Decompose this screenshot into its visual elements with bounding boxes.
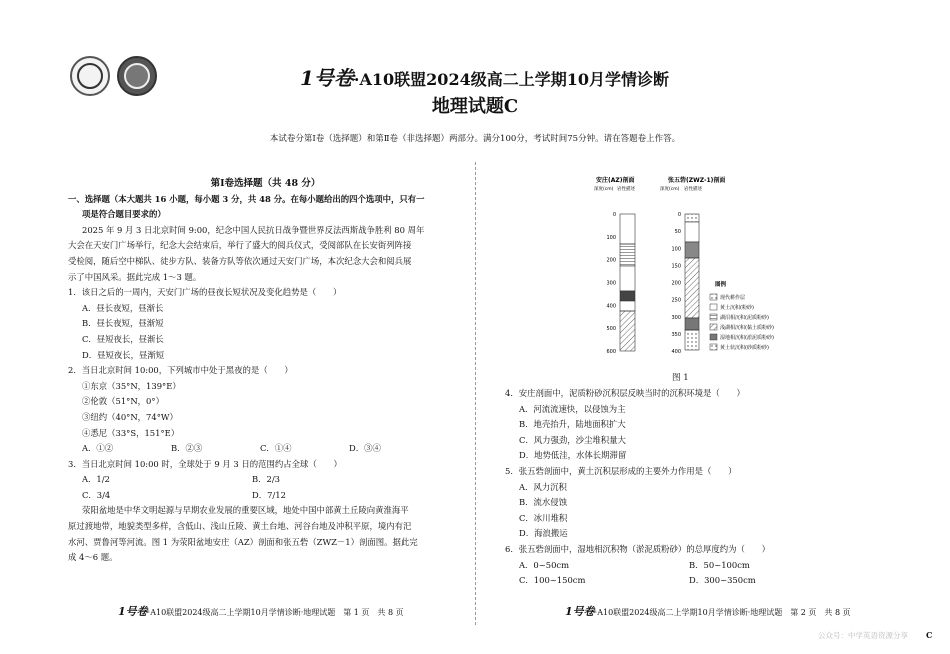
section-title: 第Ⅰ卷选择题（共 48 分） [210,178,321,189]
q2-city-1: ①东京（35°N，139°E） [82,380,181,391]
right-column [505,386,885,589]
passage1-line: 受检阅，随后空中梯队、徒步方队、装备方队等依次通过天安门广场，本次纪念大会和阅兵展 [68,255,412,266]
exam-header [300,62,669,91]
q6-option-a: A．0~50cm [519,559,570,570]
question-6: 6．张五砦剖面中，湿地相沉积物（淤泥质粉砂）的总厚度约为（ ） [505,543,770,554]
exam-title: ·A10联盟2024级高二上学期10月学情诊断 [353,70,669,89]
zwz-depth-tick: 0 [677,212,681,218]
az-depth-tick: 200 [606,257,616,264]
profile-figure [590,176,800,361]
passage1-line: 大会在天安门广场举行，纪念大会结束后，举行了盛大的阅兵仪式，受阅部队在长安街列阵接 [68,240,412,251]
legend-swatch [710,294,717,300]
q4-option-a: A．河流流速快，以侵蚀为主 [519,403,626,414]
footer-brand: 1号卷 [565,605,595,618]
zwz-profile-title: 张五砦(ZWZ-1)剖面 [668,177,726,184]
q2-city-3: ③纽约（40°N，74°W） [82,411,178,422]
legend-label: 黄土沉积(粉砂) [720,305,754,311]
q3-option-d: D．7/12 [252,489,286,500]
figure-caption: 图 1 [672,373,689,383]
zwz-lith-header: 岩性描述 [684,187,702,192]
q6-options-row-2 [505,573,885,589]
az-lith-header: 岩性描述 [617,187,635,192]
right-footer [565,603,851,619]
az-profile-title: 安庄(AZ)剖面 [596,177,635,184]
q1-option-a: A．昼长夜短，昼渐长 [82,302,164,313]
brand-logo-text: 1号卷 [300,66,354,90]
watermark: 公众号：中学英语资源分享 [818,631,908,640]
question-5: 5．张五砦剖面中，黄土沉积层形成的主要外力作用是（ ） [505,465,737,476]
q3-option-c: C．3/4 [82,489,111,500]
figure-legend [710,294,774,351]
q5-option-d: D．海浪搬运 [519,528,568,539]
zwz-depth-ticks [671,212,681,355]
question-2: 2．当日北京时间 10:00，下列城市中处于黑夜的是（ ） [68,365,293,376]
q2-option-c: C．①④ [260,443,292,454]
zwz-depth-tick: 100 [671,246,681,253]
zwz-depth-tick: 200 [671,280,681,287]
az-depth-tick: 500 [606,326,616,333]
q5-option-c: C．冰川堆积 [519,512,568,523]
legend-label: 湿地相沉积(淤泥质粉砂) [720,335,774,341]
right-footer-text: ·A10联盟2024级高二上学期10月学情诊断·地理试题 第 2 页 共 8 页 [594,608,851,617]
legend-swatch [710,304,717,310]
legend-label: 黄土状沉积(砂质粉砂) [720,345,769,351]
q2-city-4: ④悉尼（33°S，151°E） [82,427,180,438]
q4-option-d: D．地势低洼，水体长期滞留 [519,450,627,461]
left-footer [118,603,404,619]
q1-option-d: D．昼短夜长，昼渐短 [82,349,165,360]
passage1-line: 2025 年 9 月 3 日北京时间 9:00，纪念中国人民抗日战争暨世界反法西斯战争胜利 80 周年 [82,224,425,235]
zwz-depth-tick: 300 [671,314,681,321]
left-column [68,176,463,566]
passage2-line: 原过渡地带，地貌类型多样，含低山、浅山丘陵、黄土台地、河谷台地及冲积平原，境内有汜 [68,521,412,532]
legend-swatch [710,324,717,330]
az-depth-tick: 400 [606,303,616,310]
question-4: 4．安庄剖面中，泥质粉砂沉积层反映当时的沉积环境是（ ） [505,388,745,398]
paper-subtitle: 地理试题C [431,96,519,117]
az-depth-tick: 300 [606,280,616,287]
q3-option-a: A．1/2 [82,474,110,485]
q6-option-d: D．300~350cm [689,575,756,586]
q5-option-b: B．流水侵蚀 [519,497,568,508]
q2-option-d: D．③④ [349,443,381,454]
az-depth-tick: 100 [606,234,616,241]
column-divider [475,162,476,625]
q1-option-b: B．昼长夜短，昼渐短 [82,318,164,329]
az-depth-tick: 0 [612,212,616,218]
legend-label: 浅湖相沉积(黏土质粉砂) [720,325,774,331]
q6-options-row-1 [505,558,885,574]
zwz-depth-tick: 350 [671,331,681,338]
legend-swatch [710,334,717,340]
q6-option-b: B．50~100cm [689,559,750,570]
az-depth-header: 深度(cm) [594,187,614,192]
legend-title: 图例 [715,282,727,288]
zwz-depth-tick: 50 [674,229,681,236]
legend-swatch [710,344,717,350]
instructions-line-2: 项是符合题目要求的） [82,209,166,220]
q5-option-a: A．风力沉积 [519,481,567,492]
q6-option-c: C．100~150cm [519,575,586,586]
az-depth-tick: 600 [606,349,616,355]
q3-option-b: B．2/3 [252,474,281,485]
question-1: 1．该日之后的一周内，天安门广场的昼夜长短状况及变化趋势是（ ） [68,287,342,298]
alliance-seal-logo [70,56,110,96]
q3-options-row-1 [68,472,463,488]
legend-swatch [710,314,717,320]
passage1-line: 示了中国风采。据此完成 1～3 题。 [68,271,202,282]
question-3: 3．当日北京时间 10:00 时，全球处于 9 月 3 日的范围约占全球（ ） [68,458,342,469]
zwz-depth-tick: 400 [671,349,681,355]
passage2-line: 水河、贾鲁河等河流。图 1 为荥阳盆地安庄（AZ）剖面和张五砦（ZWZ－1）剖面图。据此完 [68,536,418,547]
q1-option-c: C．昼短夜长，昼渐长 [82,333,164,344]
az-column [620,214,635,351]
zwz-column [685,214,699,350]
legend-label: 湖沼相沉积(泥质粉砂) [720,315,769,321]
zwz-depth-tick: 250 [671,297,681,304]
left-footer-text: ·A10联盟2024级高二上学期10月学情诊断·地理试题 第 1 页 共 8 页 [147,608,404,617]
legend-label: 现代耕作层 [720,295,746,301]
education-seal-logo [117,56,157,96]
page-marker: C [926,630,933,640]
q2-city-2: ②伦敦（51°N，0°） [82,396,164,407]
q3-options-row-2 [68,488,463,504]
az-depth-ticks [606,212,616,355]
zwz-depth-header: 深度(cm) [660,187,680,192]
q2-options [68,441,463,457]
passage2-line: 荥阳盆地是中华文明起源与早期农业发展的重要区域，地处中国中部黄土丘陵向黄淮海平 [82,505,409,516]
zwz-depth-tick: 150 [671,263,681,270]
passage2-line: 成 4～6 题。 [68,552,118,563]
exam-intro: 本试卷分第Ⅰ卷（选择题）和第Ⅱ卷（非选择题）两部分。满分100分，考试时间75分钟。请在答题卷上作答。 [269,134,681,144]
instructions-line-1: 一、选择题（本大题共 16 小题，每小题 3 分，共 48 分。在每小题给出的四个选项中，只有一 [68,193,425,204]
q2-option-b: B．②③ [171,443,203,454]
q4-option-c: C．风力强劲，沙尘堆积量大 [519,434,626,445]
q4-option-b: B．地壳抬升，陆地面积扩大 [519,419,626,430]
q2-option-a: A．①② [82,443,114,454]
footer-brand: 1号卷 [118,605,148,618]
